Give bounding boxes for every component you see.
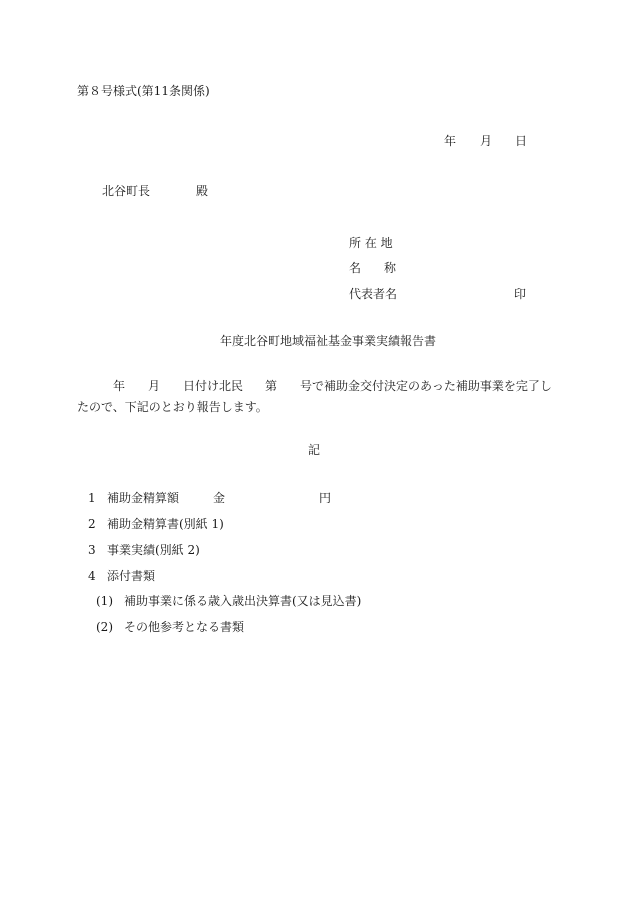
body-year: 年 — [113, 379, 126, 393]
item-4-label: 添付書類 — [107, 569, 156, 583]
item-2-label: 補助金精算書(別紙 1) — [107, 517, 224, 531]
body-dai: 第 — [265, 379, 278, 393]
body-rest-line1: 号で補助金交付決定のあった補助事業を完了し — [300, 379, 552, 393]
item-1-kin: 金 — [213, 491, 226, 505]
item-1-label: 補助金精算額 — [107, 491, 180, 505]
date-year-label: 年 — [444, 134, 457, 148]
form-number: 第８号様式(第11条関係) — [77, 84, 210, 98]
item-4-number: 4 — [88, 569, 96, 583]
ki-heading: 記 — [308, 443, 321, 457]
date-month-label: 月 — [480, 134, 493, 148]
item-3-number: 3 — [88, 543, 96, 557]
item-2-number: 2 — [88, 517, 96, 531]
subitem-2-number: (2) — [96, 620, 113, 634]
subitem-1-label: 補助事業に係る歳入歳出決算書(又は見込書) — [124, 594, 362, 608]
item-1-yen: 円 — [319, 491, 332, 505]
subitem-2-label: その他参考となる書類 — [124, 620, 245, 634]
document-title: 年度北谷町地域福祉基金事業実績報告書 — [220, 334, 437, 348]
body-line2: たので、下記のとおり報告します。 — [77, 400, 268, 414]
seal-mark: 印 — [514, 287, 527, 301]
name-label-first: 名 — [349, 261, 362, 275]
addressee-honorific: 殿 — [196, 184, 209, 198]
item-3-label: 事業実績(別紙 2) — [107, 543, 200, 557]
body-dated: 日付け北民 — [183, 379, 244, 393]
name-label-second: 称 — [384, 261, 397, 275]
representative-label: 代表者名 — [349, 287, 398, 301]
addressee-name: 北谷町長 — [102, 184, 151, 198]
date-day-label: 日 — [515, 134, 528, 148]
body-month: 月 — [148, 379, 161, 393]
address-label: 所 在 地 — [349, 236, 393, 250]
subitem-1-number: (1) — [96, 594, 113, 608]
item-1-number: 1 — [88, 491, 96, 505]
